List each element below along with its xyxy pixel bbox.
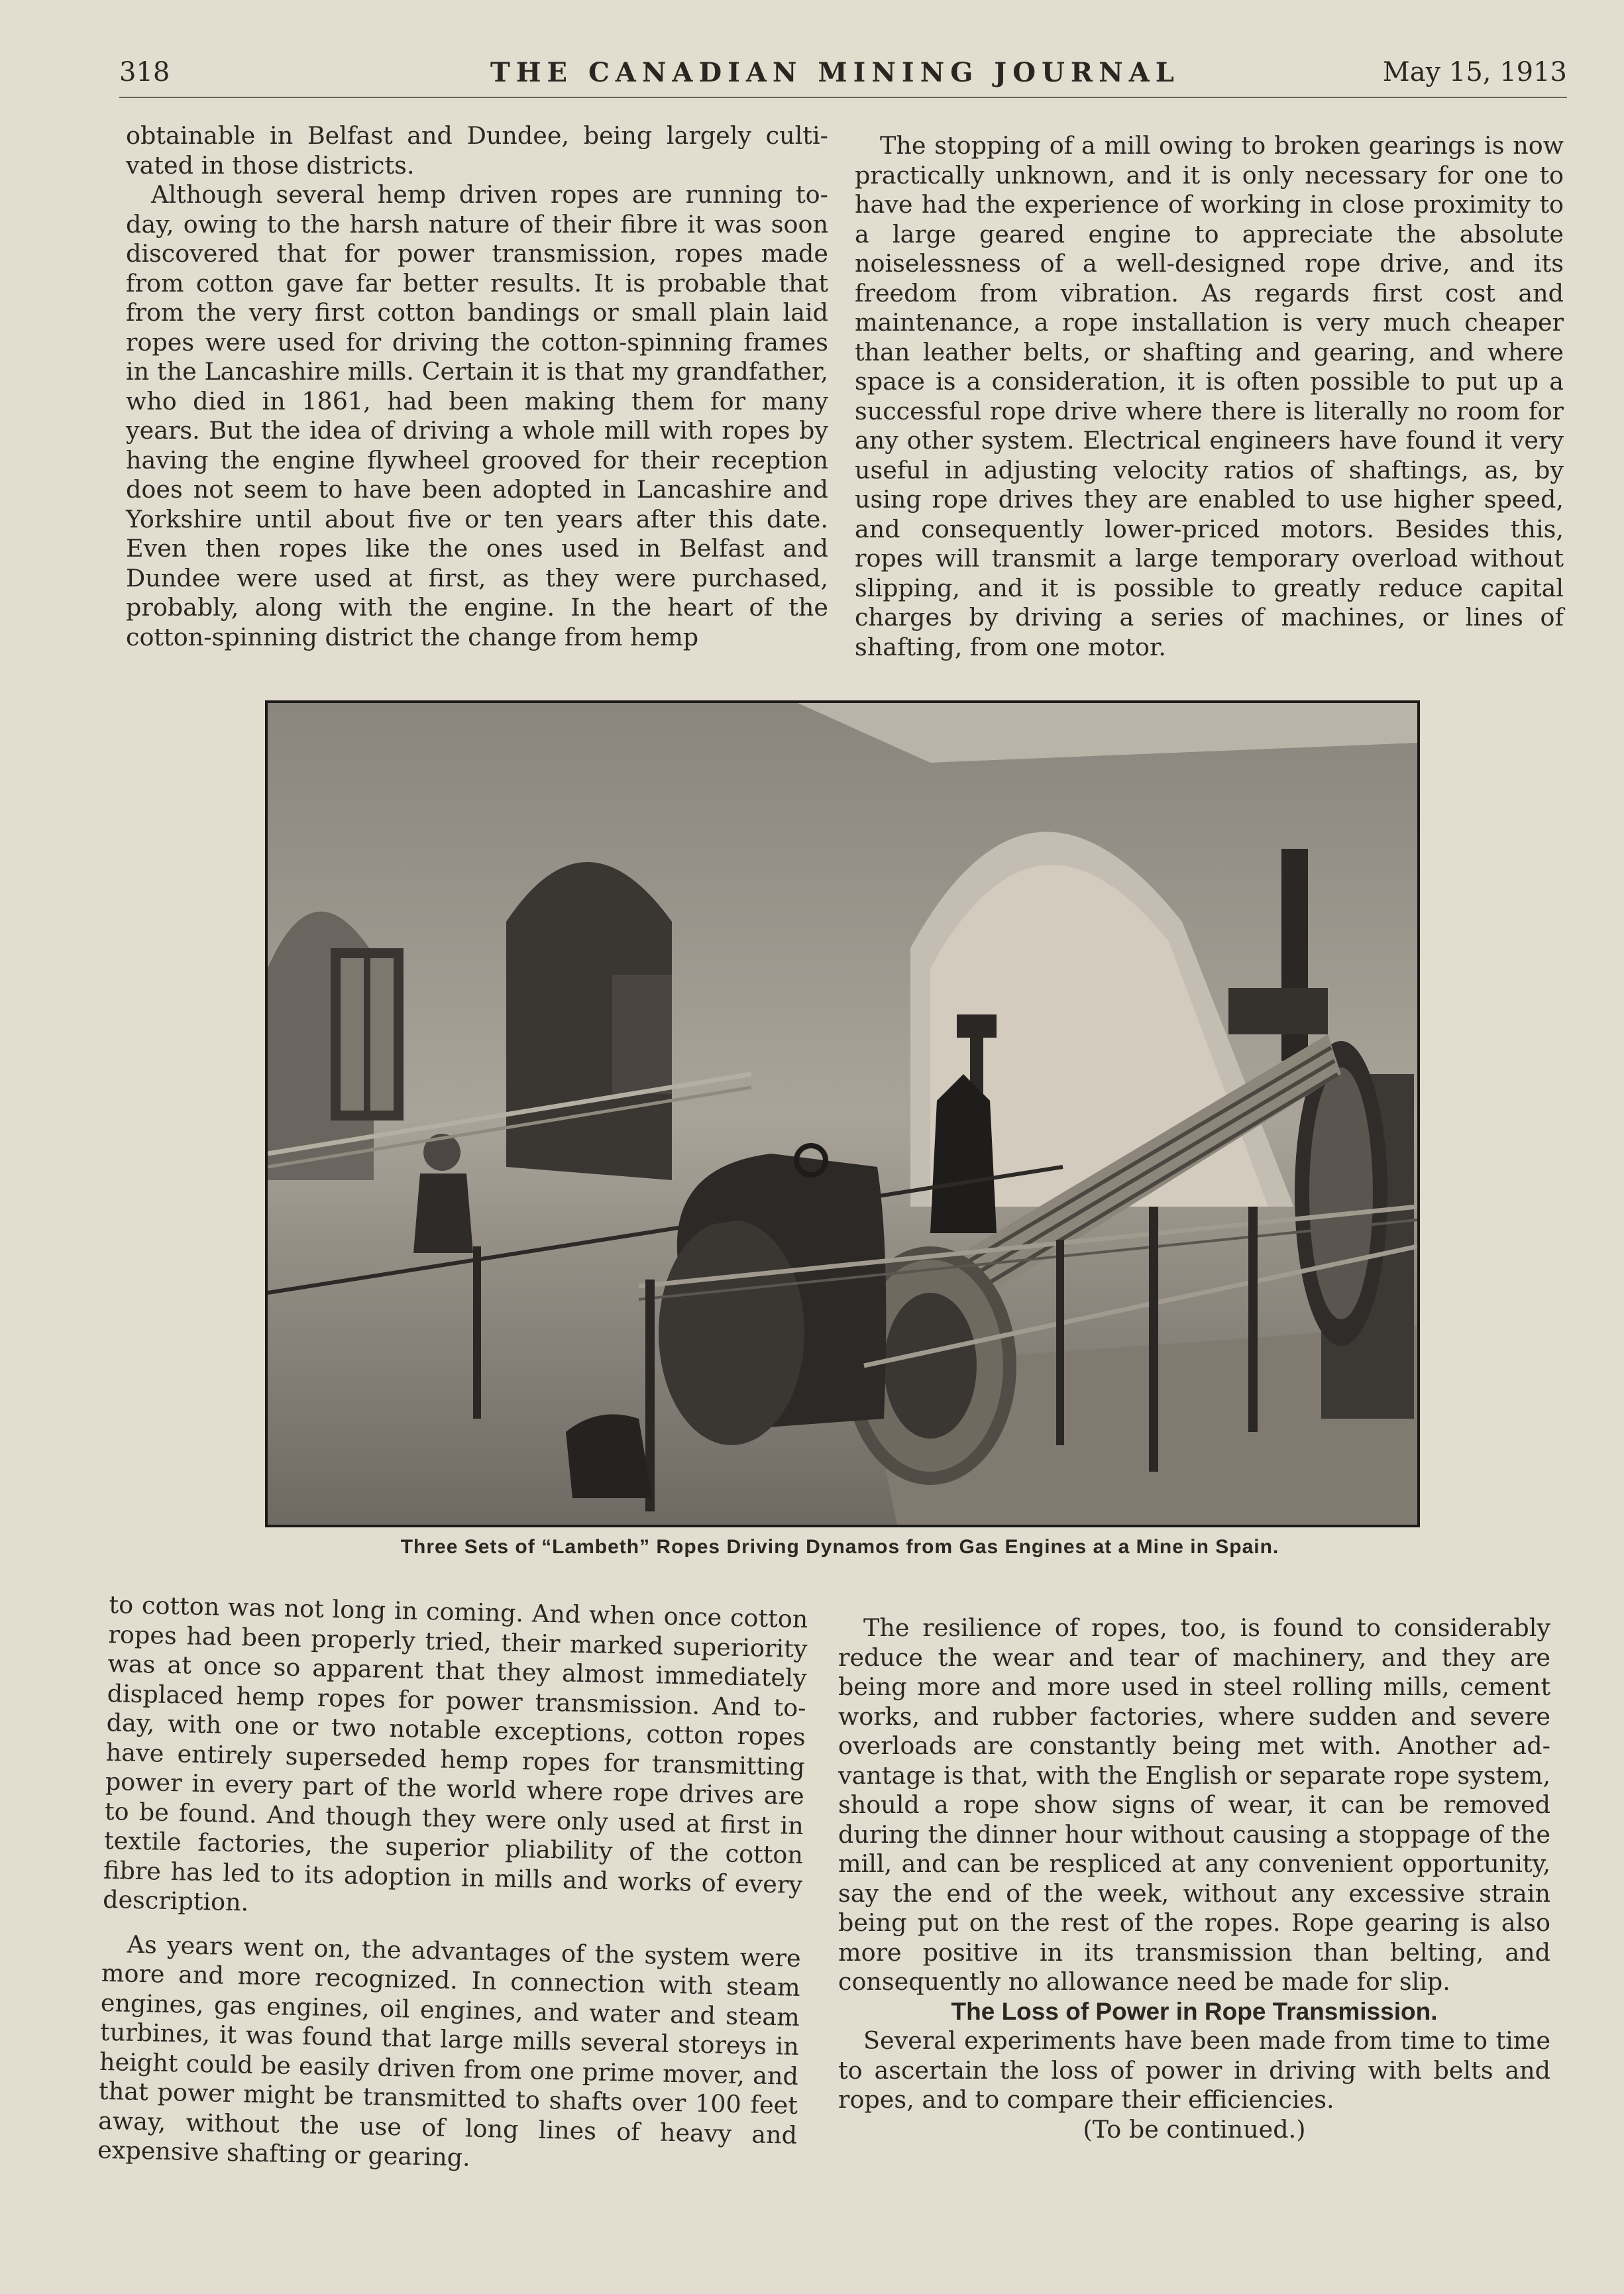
- continued-note: (To be continued.): [1083, 2114, 1306, 2144]
- paragraph: The resilience of ropes, too, is found to considerably reduce the wear and tear of machinery, and they are being more and more used in steel rolling mills, cement works, and rubber factories, where sudden and severe overloads are constantly being met with. Another advantage is that, with the English or separate rope system, should a rope show signs of wear, it can be removed during the dinner hour without causing a stoppage of the mill, and can be respliced at any convenient opportunity, say the end of the week, without any excessive strain being put on the rest of the ropes. Rope gearing is also more positive in its transmission than belting, and consequently no allowance need be made for slip.: [838, 1613, 1550, 1996]
- paragraph: As years went on, the advantages of the system were more and more recognized. In connection with steam engines, gas engines, oil engines, and water and steam turbines, it was found that large mills several storeys in height could be easily driven from one prime mover, and that power might be transmitted to shafts over 100 feet away, without the use of long lines of heavy and expensive shafting or gearing.: [97, 1930, 802, 2172]
- top-right-column: [855, 131, 1564, 662]
- paragraph: to cotton was not long in coming. And when once cotton ropes had been properly tried, their marked superiority was at once so apparent that they almost immediately displaced hemp ropes for power transmission. And to-day, with one or two notable exceptions, cotton ropes have entirely superseded hemp ropes for transmitting power in every part of the world where rope drives are to be found. And though they were only used at first in textile factories, the superior pliability of the cotton fibre has led to its adoption in mills and works of every description.: [102, 1590, 808, 1917]
- page-number: 318: [119, 57, 170, 87]
- journal-title: THE CANADIAN MINING JOURNAL: [490, 57, 1180, 88]
- section-subheading: The Loss of Power in Rope Transmission.: [951, 1997, 1438, 2025]
- issue-date: May 15, 1913: [1382, 57, 1567, 87]
- bottom-left-column: [97, 1590, 808, 2179]
- top-left-column: [126, 121, 828, 652]
- paragraph: obtainable in Belfast and Dundee, being largely cultivated in those districts.: [126, 121, 828, 180]
- paragraph: Although several hemp driven ropes are running today, owing to the harsh nature of their fibre it was soon discovered that for power transmission, ropes made from cotton gave far better results. It is probable that from the very first cotton bandings or small plain laid ropes were used for driving the cotton-spinning frames in the Lancashire mills. Certain it is that my grandfather, who died in 1861, had been making them for many years. But the idea of driving a whole mill with ropes by having the engine flywheel grooved for their reception does not seem to have been adopted in Lancashire and Yorkshire until about five or ten years after this date. Even then ropes like the ones used in Belfast and Dundee were used at first, as they were purchased, probably, along with the engine. In the heart of the cotton-spinning district the change from hemp: [126, 180, 828, 651]
- header-rule: [119, 97, 1567, 98]
- paragraph: The stopping of a mill owing to broken gearings is now practically unknown, and it is only necessary for one to have had the experience of working in close proximity to a large geared engine to appreciate the absolute noiselessness of a well-designed rope drive, and its freedom from vibration. As regards first cost and maintenance, a rope installation is very much cheaper than leather belts, or shafting and gearing, and where space is a consideration, it is often possible to put up a successful rope drive where there is literally no room for any other system. Electrical engineers have found it very useful in adjusting velocity ratios of shaftings, as, by using rope drives they are enabled to use higher speed, and consequently lower-priced motors. Besides this, ropes will transmit a large temporary overload without slipping, and it is possible to greatly reduce capital charges by driving a series of machines, or lines of shafting, from one motor.: [855, 131, 1564, 661]
- figure-caption: Three Sets of “Lambeth” Ropes Driving Dynamos from Gas Engines at a Mine in Spain.: [400, 1536, 1279, 1558]
- engine-room-photograph: [265, 700, 1420, 1527]
- paragraph: Several experiments have been made from time to time to ascertain the loss of power in driving with belts and ropes, and to compare their efficiencies.: [838, 2026, 1550, 2114]
- bottom-right-column: [838, 1613, 1550, 2144]
- page-header: [119, 52, 1567, 98]
- photograph-illustration: [268, 703, 1417, 1525]
